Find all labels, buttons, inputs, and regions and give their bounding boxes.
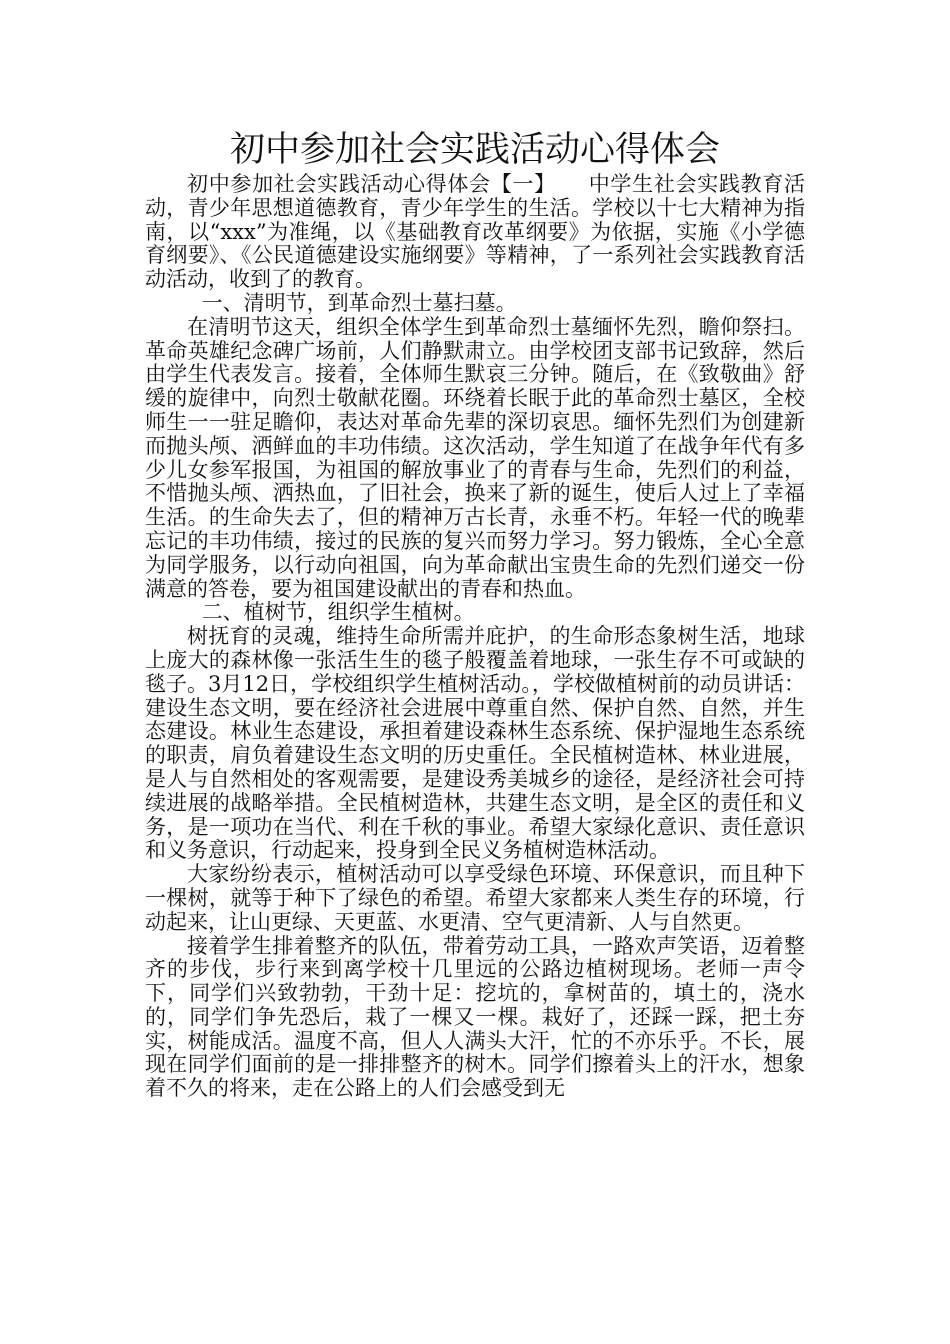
paragraph-arbor-day: 树抚育的灵魂，维持生命所需并庇护，的生命形态象树生活，地球上庞大的森林像一张活生生的毯子般覆盖着地球，一张生存不可或缺的毯子。3月12日，学校组织学生植树活动。，学校做植树前的动员讲话：建设生态文明，要在经济社会进展中尊重自然、保护自然、自然，并生态建设。林业生态建设，承担着建设森林生态系统、保护湿地生态系统的职责，肩负着建设生态文明的历史重任。全民植树造林、林业进展，是人与自然相处的客观需要，是建设秀美城乡的途径，是经济社会可持续进展的战略举措。全民植树造林，共建生态文明，是全区的责任和义务，是一项功在当代、利在千秋的事业。希望大家绿化意识、责任意识和义务意识，行动起来，投身到全民义务植树造林活动。 — [145, 624, 805, 863]
document-title: 初中参加社会实践活动心得体会 — [229, 130, 720, 170]
paragraph-intro: 初中参加社会实践活动心得体会【一】 中学生社会实践教育活动，青少年思想道德教育，青少年学生的生活。学校以十七大精神为指南，以“xxx”为准绳，以《基础教育改革纲要》为依据，实施《小学德育纲要》、《公民道德建设实施纲要》等精神，了一系列社会实践教育活动活动，收到了的教育。 — [145, 172, 805, 292]
section-heading-qingming: 一、清明节，到革命烈士墓扫墓。 — [201, 290, 517, 315]
document-body — [145, 173, 805, 1101]
paragraph-planting: 接着学生排着整齐的队伍，带着劳动工具，一路欢声笑语，迈着整齐的步伐，步行来到离学校十几里远的公路边植树现场。老师一声令下，同学们兴致勃勃，干劲十足：挖坑的，拿树苗的，填土的，浇水的，同学们争先恐后，栽了一棵又一棵。栽好了，还踩一踩，把土夯实，树能成活。温度不高，但人人满头大汗，忙的不亦乐乎。不长，展现在同学们面前的是一排排整齐的树木。同学们擦着头上的汗水，想象着不久的将来，走在公路上的人们会感受到无 — [145, 933, 805, 1101]
paragraph-qingming: 在清明节这天，组织全体学生到革命烈士墓缅怀先烈，瞻仰祭扫。革命英雄纪念碑广场前，人们静默肃立。由学校团支部书记致辞，然后由学生代表发言。接着，全体师生默哀三分钟。随后，在《致敬曲》舒缓的旋律中，向烈士敬献花圈。环绕着长眠于此的革命烈士墓区，全校师生一一驻足瞻仰，表达对革命先辈的深切哀思。缅怀先烈们为创建新而抛头颅、洒鲜血的丰功伟绩。这次活动，学生知道了在战争年代有多少儿女参军报国，为祖国的解放事业了的青春与生命，先烈们的利益，不惜抛头颅、洒热血，了旧社会，换来了新的诞生，使后人过上了幸福生活。的生命失去了，但的精神万古长青，永垂不朽。年轻一代的晚辈忘记的丰功伟绩，接过的民族的复兴而努力学习。努力锻炼，全心全意为同学服务，以行动向祖国，向为革命献出宝贵生命的先烈们递交一份满意的答卷，要为祖国建设献出的青春和热血。 — [145, 314, 805, 601]
section-heading-arbor-day: 二、植树节，组织学生植树。 — [201, 600, 475, 625]
paragraph-response: 大家纷纷表示，植树活动可以享受绿色环境、环保意识，而且种下一棵树，就等于种下了绿色的希望。希望大家都来人类生存的环境，行动起来，让山更绿、天更蓝、水更清、空气更清新、人与自然更。 — [145, 862, 805, 934]
